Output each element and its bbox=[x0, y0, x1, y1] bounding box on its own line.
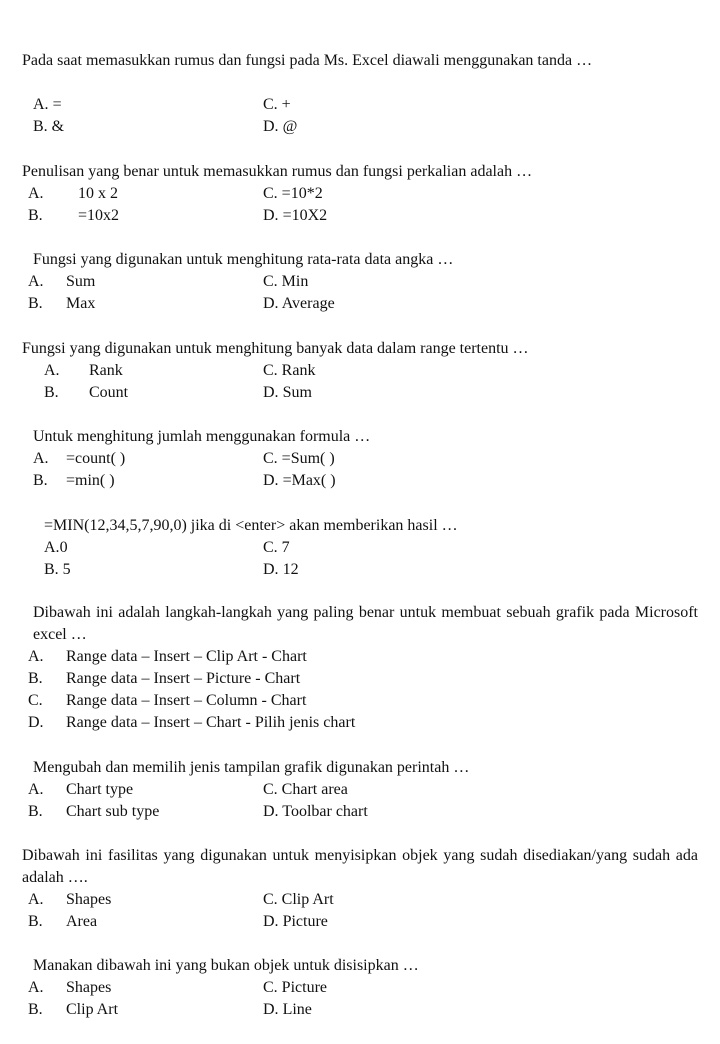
option-label: B. bbox=[28, 207, 43, 224]
option-text: Range data – Insert – Picture - Chart bbox=[66, 670, 301, 687]
question-7-option-c bbox=[28, 690, 306, 712]
option-label: D. bbox=[263, 472, 279, 489]
question-4-stem: Fungsi yang digunakan untuk menghitung banyak data dalam range tertentu … bbox=[22, 340, 529, 357]
question-3-stem: Fungsi yang digunakan untuk menghitung rata-rata data angka … bbox=[33, 251, 454, 268]
option-label: B. bbox=[28, 803, 43, 820]
option-text: & bbox=[51, 118, 65, 135]
option-text: Rank bbox=[281, 362, 316, 379]
option-text: Area bbox=[66, 913, 98, 930]
question-2-option-b bbox=[28, 205, 119, 227]
question-1-option-c bbox=[263, 94, 291, 116]
question-9-option-c bbox=[263, 889, 334, 911]
question-9-option-a bbox=[28, 889, 111, 911]
question-1-option-a bbox=[33, 94, 62, 116]
question-2-stem: Penulisan yang benar untuk memasukkan rumus dan fungsi perkalian adalah … bbox=[22, 163, 533, 180]
option-label: D. bbox=[263, 207, 279, 224]
option-text: Line bbox=[282, 1001, 312, 1018]
question-6-option-d bbox=[263, 559, 299, 581]
question-1-option-b bbox=[33, 116, 64, 138]
option-label: B. bbox=[44, 561, 59, 578]
question-10-option-b bbox=[28, 999, 118, 1021]
option-text: Range data – Insert – Column - Chart bbox=[66, 692, 307, 709]
option-label: B. bbox=[28, 913, 43, 930]
option-text: =Max( ) bbox=[282, 472, 336, 489]
option-text: 12 bbox=[282, 561, 299, 578]
question-5-option-b bbox=[33, 470, 115, 492]
option-text: 5 bbox=[62, 561, 71, 578]
option-label: C. bbox=[28, 692, 43, 709]
option-label: A. bbox=[28, 185, 44, 202]
option-label: D. bbox=[263, 118, 279, 135]
question-4-option-a bbox=[44, 360, 123, 382]
option-label: C. bbox=[263, 362, 278, 379]
question-7-option-d bbox=[28, 712, 355, 734]
option-label: C. bbox=[263, 979, 278, 996]
question-7-stem: Dibawah ini adalah langkah-langkah yang paling benar untuk membuat sebuah grafik pada Microsoft excel … bbox=[33, 604, 698, 643]
question-3-option-c bbox=[263, 271, 308, 293]
option-text: Picture bbox=[281, 979, 327, 996]
option-text: Shapes bbox=[66, 891, 112, 908]
option-label: D. bbox=[263, 1001, 279, 1018]
option-label: B. bbox=[33, 472, 48, 489]
question-7-option-a bbox=[28, 646, 307, 668]
option-text: Count bbox=[89, 384, 129, 401]
option-text: Sum bbox=[66, 273, 96, 290]
question-5-option-d bbox=[263, 470, 336, 492]
option-text: Clip Art bbox=[281, 891, 334, 908]
option-label: D. bbox=[263, 561, 279, 578]
option-text: Max bbox=[66, 295, 96, 312]
option-label: B. bbox=[28, 670, 43, 687]
option-text: Shapes bbox=[66, 979, 112, 996]
option-text: @ bbox=[282, 118, 298, 135]
option-text: =Sum( ) bbox=[281, 450, 335, 467]
option-text: Range data – Insert – Chart - Pilih jenis chart bbox=[66, 714, 356, 731]
option-text: Range data – Insert – Clip Art - Chart bbox=[66, 648, 307, 665]
option-label: A. bbox=[44, 539, 60, 556]
option-text: Sum bbox=[282, 384, 312, 401]
question-10-option-c bbox=[263, 977, 327, 999]
option-label: C. bbox=[263, 273, 278, 290]
option-label: C. bbox=[263, 539, 278, 556]
option-text: Average bbox=[281, 295, 335, 312]
question-7-option-b bbox=[28, 668, 300, 690]
option-label: B. bbox=[44, 384, 59, 401]
question-3-option-b bbox=[28, 293, 95, 315]
option-text: Rank bbox=[89, 362, 123, 379]
option-label: C. bbox=[263, 781, 278, 798]
option-label: A. bbox=[28, 781, 44, 798]
question-6-option-b bbox=[44, 559, 71, 581]
option-text: = bbox=[52, 96, 62, 113]
option-label: D. bbox=[28, 714, 44, 731]
question-1-option-d bbox=[263, 116, 297, 138]
question-5-option-c bbox=[263, 448, 335, 470]
option-text: 7 bbox=[281, 539, 290, 556]
option-label: A. bbox=[33, 450, 49, 467]
question-3-option-d bbox=[263, 293, 335, 315]
question-8-option-c bbox=[263, 779, 348, 801]
option-label: C. bbox=[263, 450, 278, 467]
question-1-stem: Pada saat memasukkan rumus dan fungsi pada Ms. Excel diawali menggunakan tanda … bbox=[22, 52, 593, 69]
option-text: =10*2 bbox=[281, 185, 323, 202]
option-label: C. bbox=[263, 891, 278, 908]
option-label: D. bbox=[263, 803, 279, 820]
option-text: Toolbar chart bbox=[282, 803, 368, 820]
question-6-stem: =MIN(12,34,5,7,90,0) jika di <enter> akan memberikan hasil … bbox=[44, 517, 458, 534]
question-4-option-c bbox=[263, 360, 315, 382]
question-4-option-b bbox=[44, 382, 128, 404]
question-8-option-d bbox=[263, 801, 368, 823]
option-label: D. bbox=[263, 913, 279, 930]
option-text: =count( ) bbox=[66, 450, 126, 467]
question-6-option-c bbox=[263, 537, 290, 559]
option-label: A. bbox=[44, 362, 60, 379]
question-10-stem: Manakan dibawah ini yang bukan objek untuk disisipkan … bbox=[33, 957, 419, 974]
question-6-option-a bbox=[44, 537, 68, 559]
option-label: A. bbox=[28, 273, 44, 290]
option-text: Chart area bbox=[281, 781, 348, 798]
option-label: B. bbox=[33, 118, 48, 135]
option-text: =10x2 bbox=[78, 207, 120, 224]
question-8-stem: Mengubah dan memilih jenis tampilan grafik digunakan perintah … bbox=[33, 759, 470, 776]
option-text: 0 bbox=[59, 539, 68, 556]
option-label: A. bbox=[28, 979, 44, 996]
option-text: Picture bbox=[282, 913, 328, 930]
question-5-option-a bbox=[33, 448, 125, 470]
option-label: B. bbox=[28, 1001, 43, 1018]
question-2-option-a bbox=[28, 183, 118, 205]
question-10-option-a bbox=[28, 977, 111, 999]
option-text: 10 x 2 bbox=[78, 185, 118, 202]
option-text: =min( ) bbox=[66, 472, 115, 489]
question-9-option-d bbox=[263, 911, 328, 933]
question-8-option-a bbox=[28, 779, 133, 801]
option-label: A. bbox=[33, 96, 49, 113]
question-10-option-d bbox=[263, 999, 312, 1021]
question-9-stem: Dibawah ini fasilitas yang digunakan untuk menyisipkan objek yang sudah disediakan/yang sudah ada adalah …. bbox=[22, 847, 698, 886]
question-5-stem: Untuk menghitung jumlah menggunakan formula … bbox=[33, 428, 371, 445]
question-3-option-a bbox=[28, 271, 95, 293]
option-label: C. bbox=[263, 96, 278, 113]
option-label: A. bbox=[28, 891, 44, 908]
question-8-option-b bbox=[28, 801, 159, 823]
option-text: Chart type bbox=[66, 781, 134, 798]
question-2-option-c bbox=[263, 183, 323, 205]
option-text: =10X2 bbox=[282, 207, 328, 224]
option-label: C. bbox=[263, 185, 278, 202]
question-2-option-d bbox=[263, 205, 327, 227]
question-9-option-b bbox=[28, 911, 97, 933]
option-label: D. bbox=[263, 295, 279, 312]
option-text: Clip Art bbox=[66, 1001, 119, 1018]
option-text: Chart sub type bbox=[66, 803, 160, 820]
option-label: D. bbox=[263, 384, 279, 401]
option-label: A. bbox=[28, 648, 44, 665]
option-text: + bbox=[281, 96, 291, 113]
option-text: Min bbox=[281, 273, 309, 290]
question-4-option-d bbox=[263, 382, 312, 404]
option-label: B. bbox=[28, 295, 43, 312]
